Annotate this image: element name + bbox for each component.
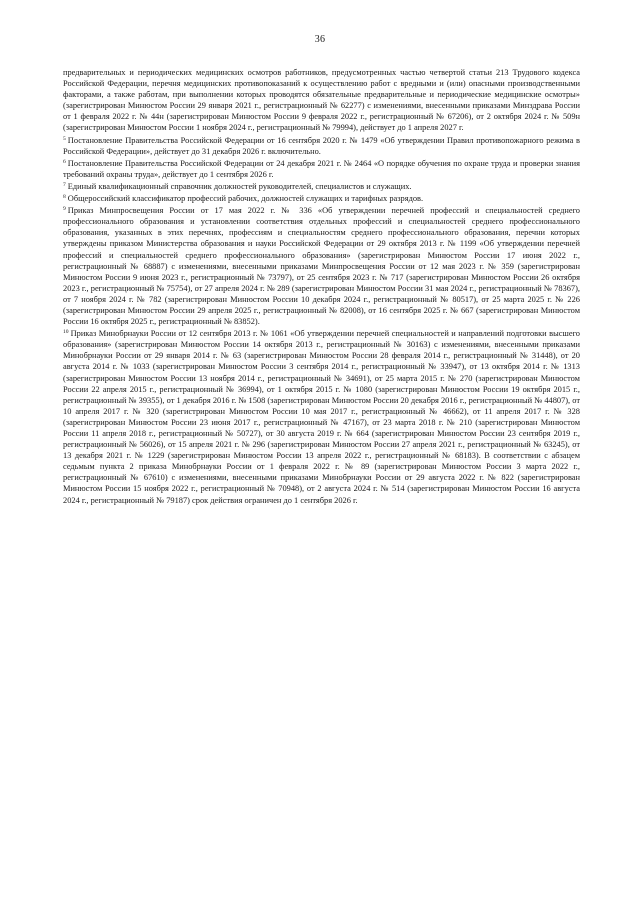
footnote-text: предварительных и периодических медицинских осмотров работников, предусмотренных частью четвертой статьи 213 Трудового кодекса Российской Федерации, перечня медицинских противопоказаний к осуществлению работ с вредными и (или) опасными производственными факторами, а также работам, при выполнении которых проводятся обязательные предварительные и периодические медицинские осмотры» (зарегистрирован Минюстом России 29 января 2021 г., регистрационный № 62277) с изменениями, внесенными приказами Минздрава России от 1 февраля 2022 г. № 44н (зарегистрирован Минюстом России 9 февраля 2022 г., регистрационный № 67206), от 2 октября 2024 г. № 509н (зарегистрирован Минюстом России 1 ноября 2024 г., регистрационный № 79994), действует до 1 апреля 2027 г.	[63, 68, 580, 133]
footnote-text: Приказ Минпросвещения России от 17 мая 2022 г. № 336 «Об утверждении перечней профессий и специальностей среднего профессионального образования и установлении соответствия отдельных профессий и специальностей среднего профессионального образования, указанных в этих перечнях, профессиям и специальностям среднего профессионального образования, перечни которых утверждены приказом Министерства образования и науки Российской Федерации от 29 октября 2013 г. № 1199 «Об утверждении перечней профессий и специальностей среднего профессионального образования» (зарегистрирован Минюстом России 17 июня 2022 г., регистрационный № 68887) с изменениями, внесенными приказами Минпросвещения России от 12 мая 2023 г. № 359 (зарегистрирован Минюстом России 9 июня 2023 г., регистрационный № 73797), от 25 сентября 2023 г. № 717 (зарегистрирован Минюстом России 26 октября 2023 г., регистрационный № 75754), от 27 апреля 2024 г. № 289 (зарегистрирован Минюстом России 31 мая 2024 г., регистрационный № 78367), от 7 ноября 2024 г. № 782 (зарегистрирован Минюстом России 10 декабря 2024 г., регистрационный № 80517), от 25 марта 2025 г. № 226 (зарегистрирован Минюстом России 29 апреля 2025 г., регистрационный № 82008), от 16 сентября 2025 г. № 667 (зарегистрирован Минюстом России 16 октября 2025 г., регистрационный № 83852).	[63, 206, 580, 327]
footnote-9	[63, 204, 580, 327]
footnote-mark: 9	[63, 206, 66, 213]
footnote-continuation	[63, 67, 580, 134]
footnote-mark: 10	[63, 329, 69, 336]
footnote-5	[63, 134, 580, 157]
footnote-mark: 5	[63, 135, 66, 142]
footnote-10	[63, 327, 580, 506]
footnote-text: Постановление Правительства Российской Федерации от 16 сентября 2020 г. № 1479 «Об утверждении Правил противопожарного режима в Российской Федерации», действует до 31 декабря 2026 г. включительно.	[63, 135, 580, 156]
footnote-6	[63, 157, 580, 180]
footnote-mark: 8	[63, 194, 66, 201]
footnote-text: Приказ Минобрнауки России от 12 сентября 2013 г. № 1061 «Об утверждении перечней специальностей и направлений подготовки высшего образования» (зарегистрирован Минюстом России 14 октября 2013 г., регистрационный № 30163) с изменениями, внесенными приказами Минобрнауки России от 29 января 2014 г. № 63 (зарегистрирован Минюстом России 28 февраля 2014 г., регистрационный № 31448), от 20 августа 2014 г. № 1033 (зарегистрирован Минюстом России 3 сентября 2014 г., регистрационный № 33947), от 13 октября 2014 г. № 1313 (зарегистрирован Минюстом России 13 ноября 2014 г., регистрационный № 34691), от 25 марта 2015 г. № 270 (зарегистрирован Минюстом России 22 апреля 2015 г., регистрационный № 36994), от 1 октября 2015 г. № 1080 (зарегистрирован Минюстом России 19 октября 2015 г., регистрационный № 39355), от 1 декабря 2016 г. № 1508 (зарегистрирован Минюстом России 20 декабря 2016 г., регистрационный № 44807), от 10 апреля 2017 г. № 320 (зарегистрирован Минюстом России 10 мая 2017 г., регистрационный № 46662), от 11 апреля 2017 г. № 328 (зарегистрирован Минюстом России 23 июня 2017 г., регистрационный № 47167), от 23 марта 2018 г. № 210 (зарегистрирован Минюстом России 11 апреля 2018 г., регистрационный № 50727), от 30 августа 2019 г. № 664 (зарегистрирован Минюстом России 23 сентября 2019 г., регистрационный № 56026), от 15 апреля 2021 г. № 296 (зарегистрирован Минюстом России 27 апреля 2021 г., регистрационный № 63245), от 13 декабря 2021 г. № 1229 (зарегистрирован Минюстом России 13 апреля 2022 г., регистрационный № 68183). В соответствии с абзацем седьмым пункта 2 приказа Минобрнауки России от 1 февраля 2022 г. № 89 (зарегистрирован Минюстом России 3 марта 2022 г., регистрационный № 67610) с изменениями, внесенными приказами Минобрнауки России от 29 августа 2022 г. № 822 (зарегистрирован Минюстом России 15 ноября 2022 г., регистрационный № 70948), от 2 августа 2024 г. № 514 (зарегистрирован Минюстом России 16 августа 2024 г., регистрационный № 79187) срок действия ограничен до 1 сентября 2026 г.	[63, 329, 580, 505]
footnote-8	[63, 192, 580, 204]
page-number: 36	[314, 34, 326, 45]
footnote-text: Единый квалификационный справочник должностей руководителей, специалистов и служащих.	[67, 181, 412, 191]
footnotes-block	[63, 67, 580, 506]
footnote-7	[63, 180, 580, 192]
footnote-mark: 7	[63, 181, 66, 188]
footnote-text: Постановление Правительства Российской Федерации от 24 декабря 2021 г. № 2464 «О порядке обучения по охране труда и проверки знания требований охраны труда», действует до 1 сентября 2026 г.	[63, 158, 580, 179]
footnote-mark: 6	[63, 158, 66, 165]
footnote-text: Общероссийский классификатор профессий рабочих, должностей служащих и тарифных разрядов.	[67, 194, 424, 204]
